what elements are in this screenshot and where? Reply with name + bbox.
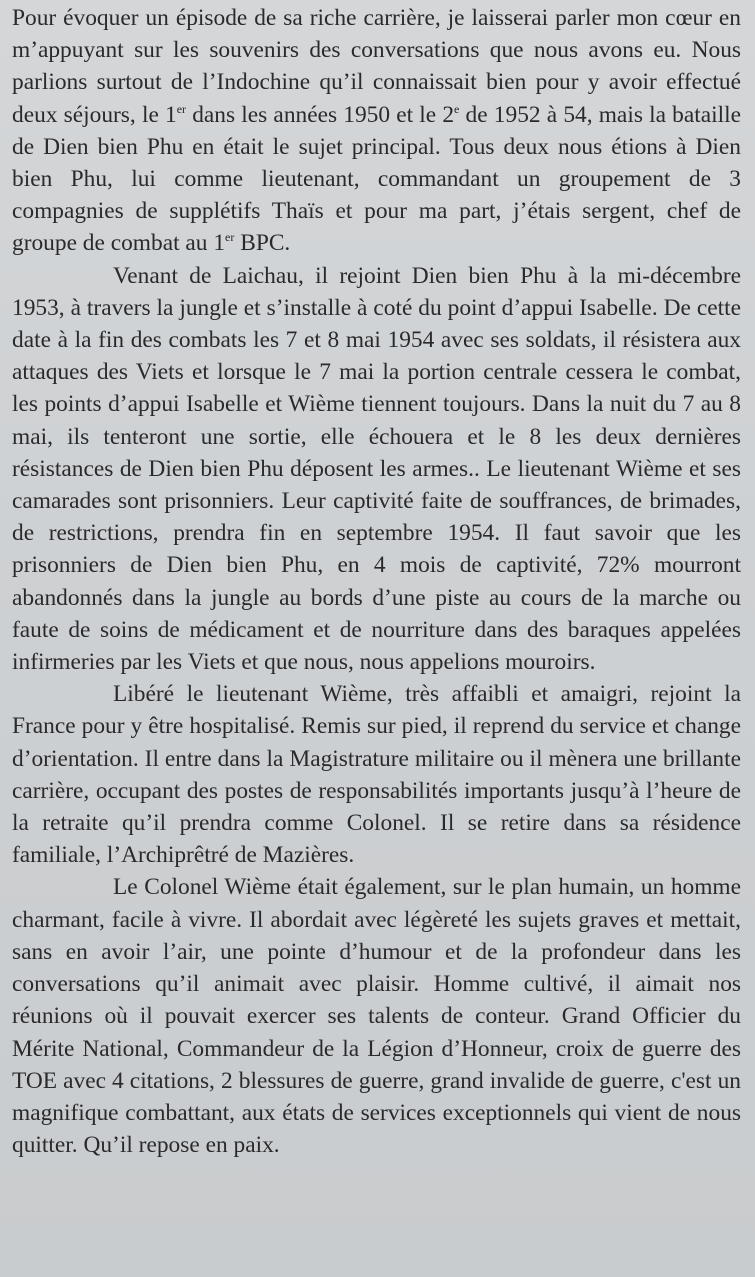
paragraph-tribute: Le Colonel Wième était également, sur le plan humain, un homme charmant, facile à vivre. Il abordait avec légèreté les sujets graves et mettait, sans en avoir l’air, une pointe d’humour et de la profondeur dans les conversations qu’il animait avec plaisir. Homme cultivé, il aimait nos réunions où il pouvait exercer ses talents de conteur. Grand Officier du Mérite National, Commandeur de la Légion d’Honneur, croix de guerre des TOE avec 4 citations, 2 blessures de guerre, grand invalide de guerre, c'est un magnifique combattant, aux états de services exceptionnels qui vient de nous quitter. Qu’il repose en paix. — [12, 874, 741, 1159]
paragraph-intro — [12, 2, 741, 260]
ordinal-superscript: er — [176, 101, 187, 116]
text-run: de 1952 à 54, mais la bataille de Dien bien Phu en était le sujet principal. Tous deux nous étions à Dien bien Phu, lui comme lieutenant, commandant un groupement de 3 compagnies de supplétifs Thaïs et pour ma part, j’étais sergent, chef de groupe de combat au 1 — [12, 101, 741, 257]
ordinal-superscript: er — [225, 230, 235, 245]
text-run: Pour évoquer un épisode de sa riche carrière, je laisserai parler mon cœur en m’appuyant sur les souvenirs des conversations que nous avons eu. Nous parlions surtout de l’Indochine qu’il connaissait bien pour y avoir effectué deux séjours, le 1 — [12, 5, 741, 128]
text-run: dans les années 1950 et le 2 — [186, 101, 455, 128]
text-run: BPC. — [234, 230, 291, 257]
paragraph-career: Libéré le lieutenant Wième, très affaibli et amaigri, rejoint la France pour y être hospitalisé. Remis sur pied, il reprend du service et change d’orientation. Il entre dans la Magistrature militaire ou il mènera une brillante carrière, occupant des postes de responsabilités importants jusqu’à l’heure de la retraite qu’il prendra comme Colonel. Il se retire dans sa résidence familiale, l’Archiprêtré de Mazières. — [12, 681, 741, 869]
ordinal-superscript: e — [454, 101, 460, 116]
paragraph-dien-bien-phu: Venant de Laichau, il rejoint Dien bien Phu à la mi-décembre 1953, à travers la jungle et s’installe à coté du point d’appui Isabelle. De cette date à la fin des combats les 7 et 8 mai 1954 avec ses soldats, il résistera aux attaques des Viets et lorsque le 7 mai la portion centrale cessera le combat, les points d’appui Isabelle et Wième tiennent toujours. Dans la nuit du 7 au 8 mai, ils tenteront une sortie, elle échouera et le 8 les deux dernières résistances de Dien bien Phu déposent les armes.. Le lieutenant Wième et ses camarades sont prisonniers. Leur captivité faite de souffrances, de brimades, de restrictions, prendra fin en septembre 1954. Il faut savoir que les prisonniers de Dien bien Phu, en 4 mois de captivité, 72% mourront abandonnés dans la jungle au bords d’une piste au cours de la marche ou faute de soins de médicament et de nourriture dans des baraques appelées infirmeries par les Viets et que nous, nous appelions mouroirs. — [12, 262, 741, 676]
